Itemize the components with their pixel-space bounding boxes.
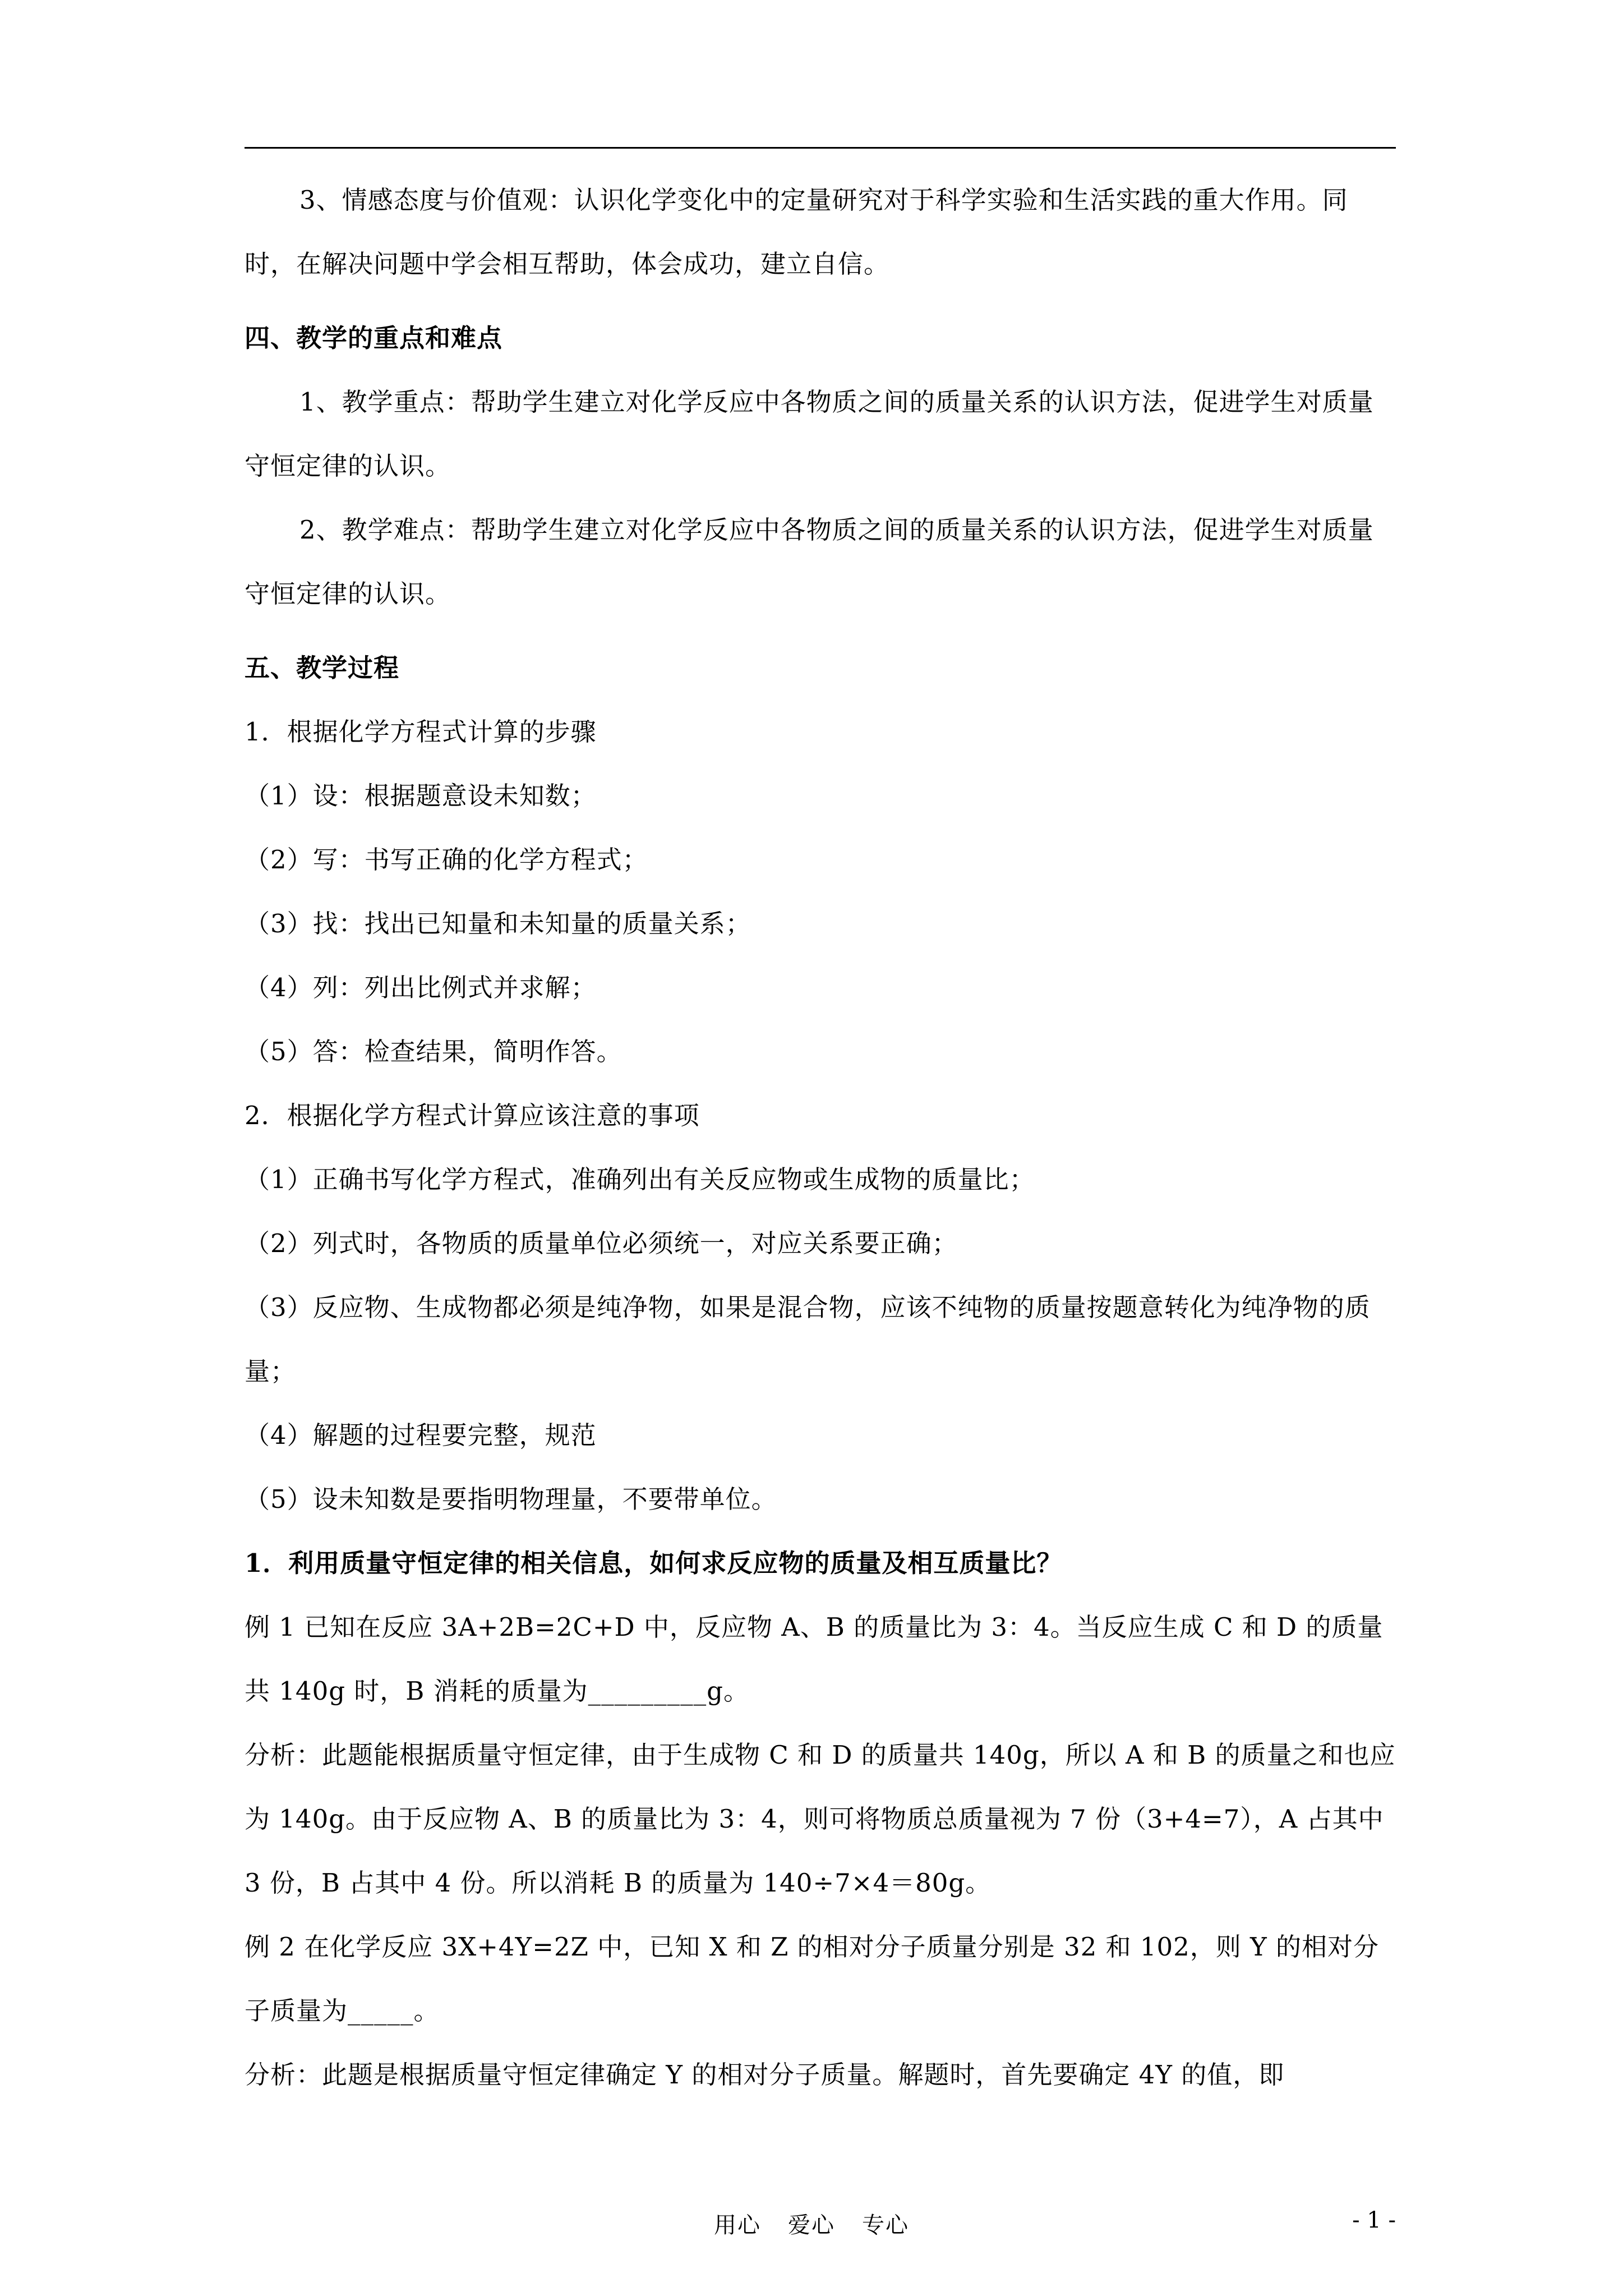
paragraph-step-3: （3）找：找出已知量和未知量的质量关系； <box>245 909 751 938</box>
paragraph-step-2: （2）写：书写正确的化学方程式； <box>245 845 648 875</box>
paragraph-note-5: （5）设未知数是要指明物理量，不要带单位。 <box>245 1484 777 1514</box>
document-body <box>245 168 1396 2107</box>
paragraph-question-heading: 1．利用质量守恒定律的相关信息，如何求反应物的质量及相互质量比？ <box>245 1548 1063 1578</box>
paragraph-note-2: （2）列式时，各物质的质量单位必须统一，对应关系要正确； <box>245 1228 958 1258</box>
paragraph-teaching-difficulty: 2、教学难点：帮助学生建立对化学反应中各物质之间的质量关系的认识方法，促进学生对质量守恒定律的认识。 <box>245 515 1374 609</box>
paragraph-steps-title: 1．根据化学方程式计算的步骤 <box>245 717 597 747</box>
heading-key-points: 四、教学的重点和难点 <box>245 323 503 353</box>
paragraph-analysis-2: 分析：此题是根据质量守恒定律确定 Y 的相对分子质量。解题时，首先要确定 4Y 的值，即 <box>245 2060 1285 2090</box>
page-number: - 1 - <box>1352 2207 1396 2233</box>
paragraph-teaching-focus: 1、教学重点：帮助学生建立对化学反应中各物质之间的质量关系的认识方法，促进学生对质量守恒定律的认识。 <box>245 387 1374 481</box>
paragraph-notes-title: 2．根据化学方程式计算应该注意的事项 <box>245 1101 700 1130</box>
paragraph-note-4: （4）解题的过程要完整，规范 <box>245 1420 597 1450</box>
paragraph-note-3: （3）反应物、生成物都必须是纯净物，如果是混合物，应该不纯物的质量按题意转化为纯净物的质量； <box>245 1292 1371 1386</box>
paragraph-step-5: （5）答：检查结果，简明作答。 <box>245 1037 623 1066</box>
footer-motto-1: 用心 <box>714 2212 761 2238</box>
paragraph-attitude-values: 3、情感态度与价值观：认识化学变化中的定量研究对于科学实验和生活实践的重大作用。同时，在解决问题中学会相互帮助，体会成功，建立自信。 <box>245 185 1348 279</box>
paragraph-example-1: 例 1 已知在反应 3A+2B=2C+D 中，反应物 A、B 的质量比为 3：4。当反应生成 C 和 D 的质量共 140g 时，B 消耗的质量为_________g。 <box>245 1612 1384 1706</box>
footer-motto-2: 爱心 <box>788 2212 835 2238</box>
paragraph-step-1: （1）设：根据题意设未知数； <box>245 781 597 811</box>
paragraph-note-1: （1）正确书写化学方程式，准确列出有关反应物或生成物的质量比； <box>245 1165 1035 1194</box>
heading-teaching-process: 五、教学过程 <box>245 653 400 683</box>
header-rule <box>245 147 1396 149</box>
paragraph-example-2: 例 2 在化学反应 3X+4Y=2Z 中，已知 X 和 Z 的相对分子质量分别是 32 和 102，则 Y 的相对分子质量为_____。 <box>245 1932 1380 2026</box>
footer-motto-3: 专心 <box>862 2212 909 2238</box>
paragraph-step-4: （4）列：列出比例式并求解； <box>245 973 597 1002</box>
paragraph-analysis-1: 分析：此题能根据质量守恒定律，由于生成物 C 和 D 的质量共 140g，所以 A 和 B 的质量之和也应为 140g。由于反应物 A、B 的质量比为 3：4，则可将物质总质量视为 7 份（3+4=7），A 占其中 3 份，B 占其中 4 份。所以消耗 B 的质量为 140÷7×4＝80g。 <box>245 1740 1396 1898</box>
